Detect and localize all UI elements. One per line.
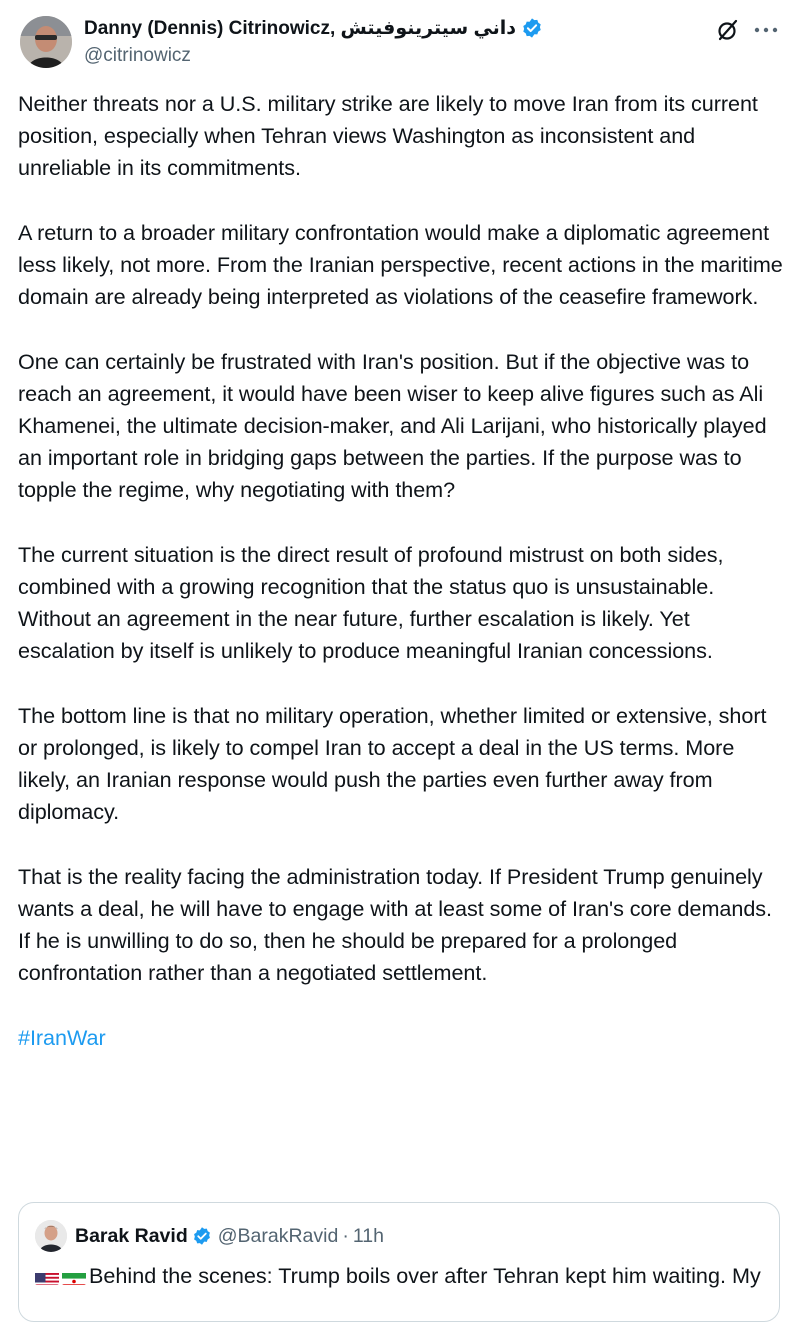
hashtag-link[interactable]: #IranWar — [18, 1024, 106, 1050]
hashtag-paragraph — [18, 1022, 788, 1054]
tweet-top-actions — [714, 16, 782, 44]
quoted-tweet-text-row — [35, 1261, 765, 1291]
separator-dot: · — [342, 1224, 349, 1247]
tweet-header — [18, 14, 782, 74]
quoted-tweet-header — [35, 1219, 384, 1253]
quoted-timestamp[interactable]: 11h — [352, 1224, 384, 1247]
display-name-row — [84, 14, 543, 42]
tweet-paragraph-5: The bottom line is that no military operation, whether limited or extensive, short or prolonged, is likely to compel Iran to accept a deal in the US terms. More likely, an Iranian response would push the parties even further away from diplomacy. — [18, 702, 767, 825]
author-handle[interactable]: @citrinowicz — [84, 45, 191, 66]
author-avatar[interactable] — [20, 16, 72, 68]
tweet-paragraph-2: A return to a broader military confrontation would make a diplomatic agreement less likely, not more. From the Iranian perspective, recent actions in the maritime domain are already being interpreted as violations of the ceasefire framework. — [18, 219, 783, 310]
tweet-paragraph-3: One can certainly be frustrated with Iran's position. But if the objective was to reach an agreement, it would have been wiser to keep alive figures such as Ali Khamenei, the ultimate decision-maker, and Ali Larijani, who historically played an important role in bridging gaps between the parties. If the purpose was to topple the regime, why negotiating with them? — [18, 348, 767, 503]
author-names — [84, 14, 543, 67]
quoted-author-avatar[interactable] — [35, 1220, 67, 1252]
verified-badge-icon — [192, 1226, 212, 1246]
tweet-paragraph-6: That is the reality facing the administration today. If President Trump genuinely wants a deal, he will have to engage with at least some of Iran's core demands. If he is unwilling to do so, then he should be prepared for a prolonged confrontation rather than a negotiated settlement. — [18, 863, 772, 986]
tweet-paragraph-1: Neither threats nor a U.S. military strike are likely to move Iran from its current position, especially when Tehran views Washington as inconsistent and unreliable in its commitments. — [18, 91, 758, 181]
quoted-tweet-text: Behind the scenes: Trump boils over after Tehran kept him waiting. My — [89, 1263, 761, 1288]
us-flag-icon — [35, 1268, 59, 1285]
author-display-name[interactable]: Danny (Dennis) Citrinowicz, داني سيترينوفيتش — [84, 17, 517, 39]
quoted-author-handle[interactable]: @BarakRavid — [217, 1224, 339, 1247]
verified-badge-icon — [521, 17, 543, 39]
quoted-tweet-card[interactable] — [18, 1202, 780, 1322]
more-options-icon[interactable] — [750, 16, 782, 44]
tweet-paragraph-4: The current situation is the direct result of profound mistrust on both sides, combined with a growing recognition that the status quo is unsustainable. Without an agreement in the near future, further escalation is likely. Yet escalation by itself is unlikely to produce meaningful Iranian concessions. — [18, 541, 724, 664]
iran-flag-icon — [62, 1268, 86, 1285]
quoted-author-name[interactable]: Barak Ravid — [75, 1224, 188, 1247]
grok-icon[interactable] — [714, 16, 742, 44]
tweet-body — [18, 88, 788, 1086]
